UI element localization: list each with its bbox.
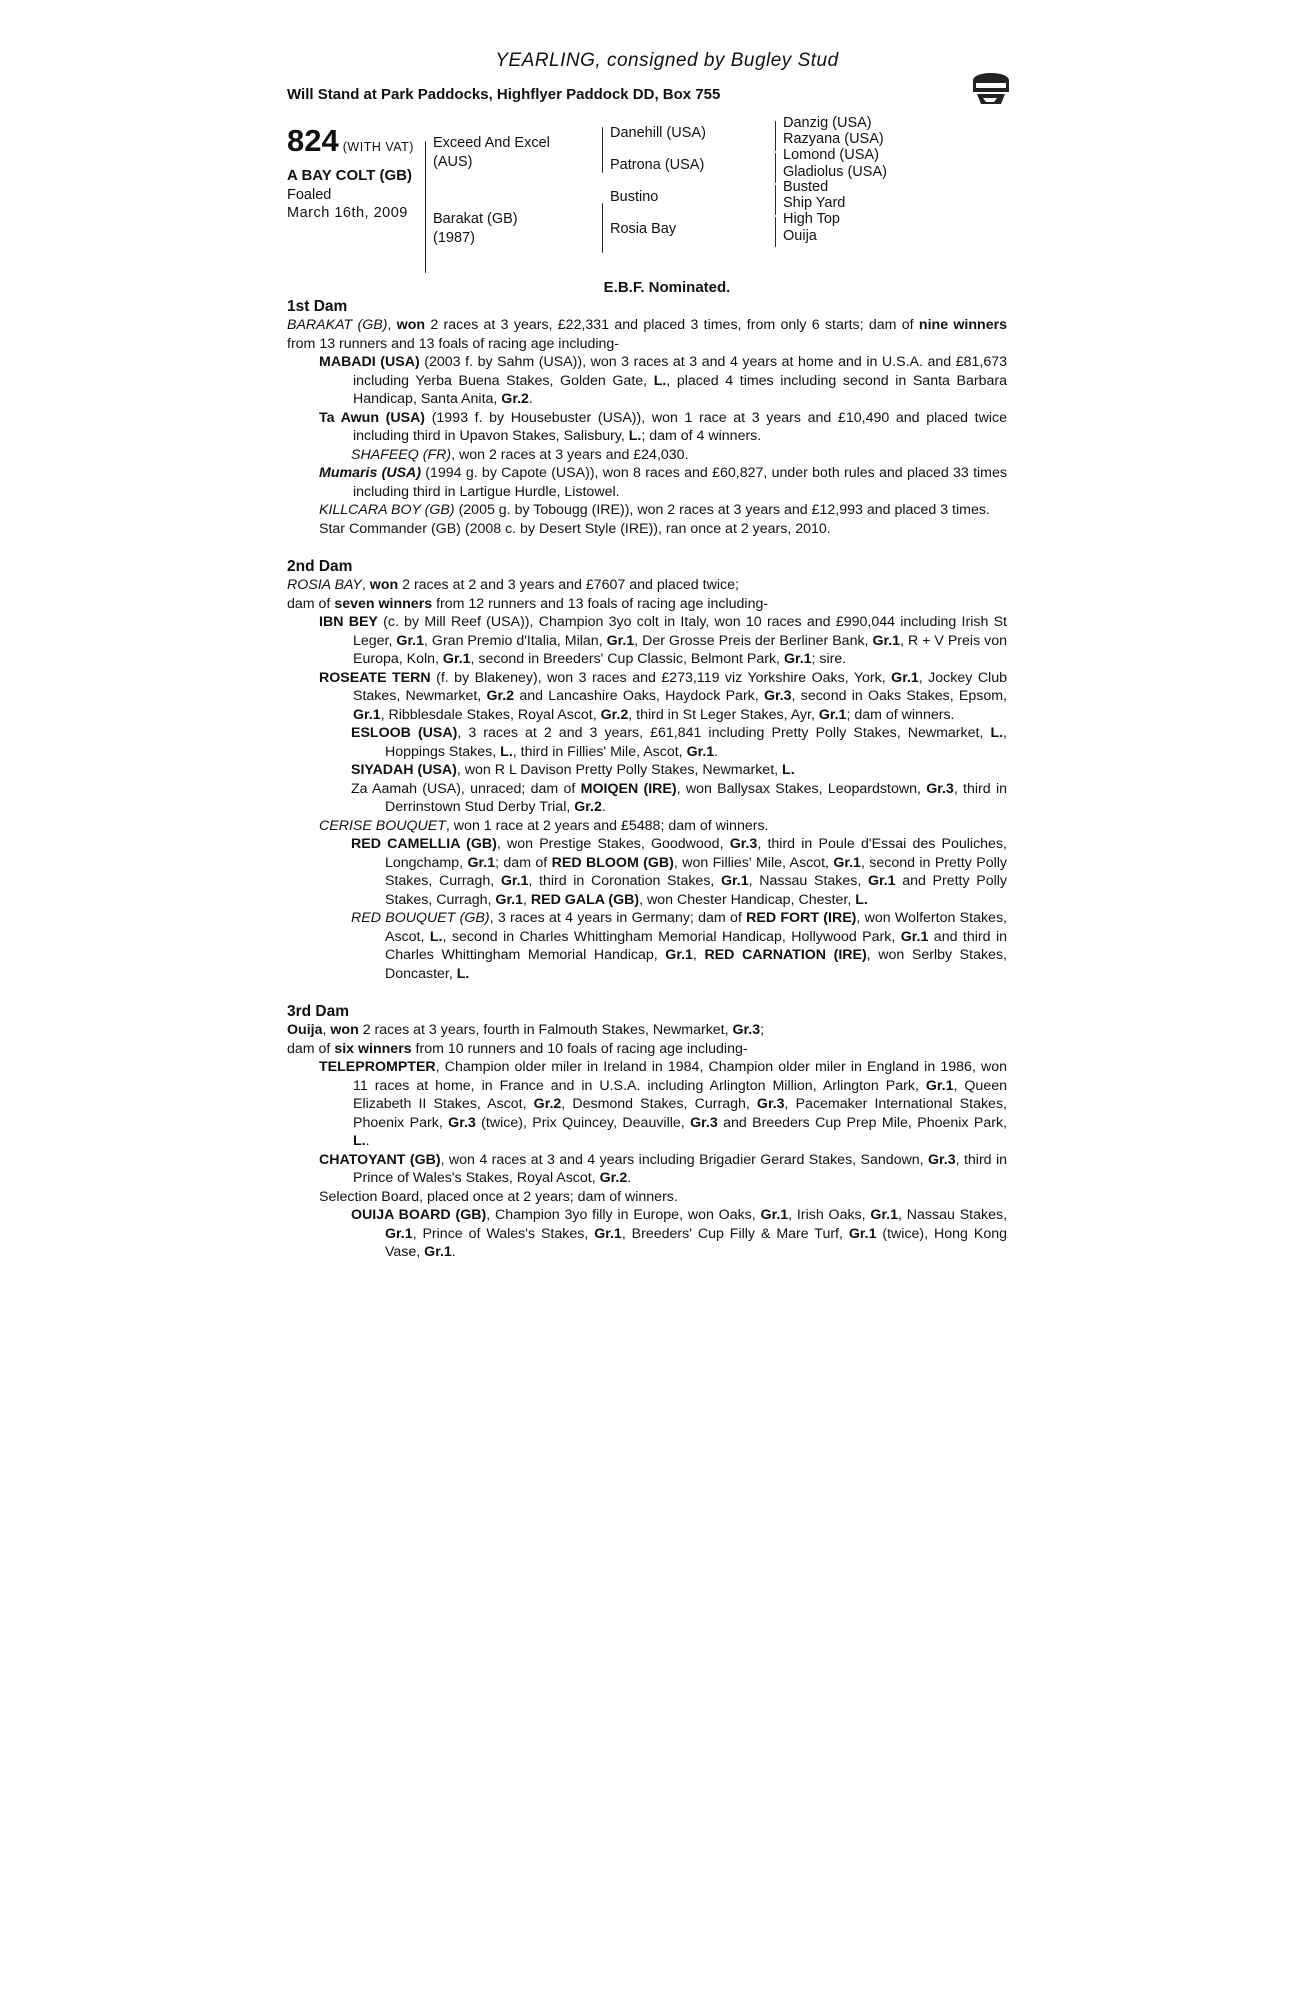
lot-number: 824 bbox=[287, 123, 339, 158]
produce-entry: ROSEATE TERN (f. by Blakeney), won 3 races and £273,119 viz Yorkshire Oaks, York, Gr.1, Jockey Club Stakes, Newmarket, Gr.2 and Lancashire Oaks, Haydock Park, Gr.3, second in Oaks Stakes, Epsom, Gr.1, Ribblesdale Stakes, Royal Ascot, Gr.2, third in St Leger Stakes, Ayr, Gr.1; dam of winners. bbox=[319, 669, 1007, 723]
ebf-nominated: E.B.F. Nominated. bbox=[603, 279, 731, 296]
pedigree-table bbox=[287, 115, 1007, 281]
vat-note: (WITH VAT) bbox=[342, 140, 414, 154]
third-dam-heading: 3rd Dam bbox=[287, 1003, 350, 1020]
produce-entry: Mumaris (USA) (1994 g. by Capote (USA)), won 8 races and £60,827, under both rules and placed 33 times including third in Lartigue Hurdle, Listowel. bbox=[319, 465, 1007, 500]
sire-name: Exceed And Excel bbox=[433, 135, 550, 151]
produce-entry: ESLOOB (USA), 3 races at 2 and 3 years, £61,841 including Pretty Polly Stakes, Newmarket, L., Hoppings Stakes, L., third in Fillies' Mile, Ascot, Gr.1. bbox=[351, 725, 1007, 760]
second-dam-summary: ROSIA BAY, won 2 races at 2 and 3 years and £7607 and placed twice; bbox=[287, 577, 739, 593]
produce-entry: Za Aamah (USA), unraced; dam of MOIQEN (IRE), won Ballysax Stakes, Leopardstown, Gr.3, third in Derrinstown Stud Derby Trial, Gr.2. bbox=[351, 780, 1007, 815]
ggp-2: Razyana (USA) bbox=[783, 131, 884, 147]
third-dam-winners: dam of six winners from 10 runners and 10 foals of racing age including- bbox=[287, 1040, 748, 1057]
produce-entry: RED CAMELLIA (GB), won Prestige Stakes, Goodwood, Gr.3, third in Poule d'Essai des Pouliches, Longchamp, Gr.1; dam of RED BLOOM (GB), won Fillies' Mile, Ascot, Gr.1, second in Pretty Polly Stakes, Curragh, Gr.1, third in Coronation Stakes, Gr.1, Nassau Stakes, Gr.1 and Pretty Polly Stakes, Curragh, Gr.1, RED GALA (GB), won Chester Handicap, Chester, L. bbox=[351, 836, 1008, 908]
gp-brace-1 bbox=[775, 121, 776, 151]
third-dam-summary: Ouija, won 2 races at 3 years, fourth in Falmouth Stakes, Newmarket, Gr.3; bbox=[287, 1022, 765, 1038]
produce-entry: RED BOUQUET (GB), 3 races at 4 years in Germany; dam of RED FORT (IRE), won Wolferton Stakes, Ascot, L., second in Charles Whittingham Memorial Handicap, Hollywood Park, Gr.1 and third in Charles Whittingham Memorial Handicap, Gr.1, RED CARNATION (IRE), won Serlby Stakes, Doncaster, L. bbox=[351, 910, 1008, 982]
produce-entry: OUIJA BOARD (GB), Champion 3yo filly in Europe, won Oaks, Gr.1, Irish Oaks, Gr.1, Nassau Stakes, Gr.1, Prince of Wales's Stakes, Gr.1, Breeders' Cup Filly & Mare Turf, Gr.1 (twice), Hong Kong Vase, Gr.1. bbox=[351, 1207, 1008, 1260]
lot-name: A BAY COLT (GB) bbox=[287, 167, 413, 184]
produce-entry: CERISE BOUQUET, won 1 race at 2 years and £5488; dam of winners. bbox=[319, 817, 769, 834]
produce-entry: Star Commander (GB) (2008 c. by Desert Style (IRE)), ran once at 2 years, 2010. bbox=[319, 520, 831, 537]
first-dam-summary: BARAKAT (GB), won 2 races at 3 years, £22,331 and placed 3 times, from only 6 starts; dam of nine winners from 13 runners and 13 foals of racing age including- bbox=[287, 317, 1007, 352]
dam-name: Barakat (GB) bbox=[433, 211, 518, 227]
consignor-line: YEARLING, consigned by Bugley Stud bbox=[495, 50, 839, 71]
ggp-8: Ouija bbox=[783, 228, 817, 244]
gp-brace-2 bbox=[775, 153, 776, 183]
produce-entry: TELEPROMPTER, Champion older miler in Ireland in 1984, Champion older miler in England in 1986, won 11 races at home, in France and in U.S.A. including Arlington Million, Arlington Park, Gr.1, Queen Elizabeth II Stakes, Ascot, Gr.2, Desmond Stakes, Curragh, Gr.3, Pacemaker International Stakes, Phoenix Park, Gr.3 (twice), Prix Quincey, Deauville, Gr.3 and Breeders Cup Prep Mile, Phoenix Park, L.. bbox=[319, 1059, 1007, 1149]
sire-sire: Danehill (USA) bbox=[610, 125, 706, 141]
sire-country: (AUS) bbox=[433, 154, 473, 170]
produce-entry: SIYADAH (USA), won R L Davison Pretty Polly Stakes, Newmarket, L. bbox=[351, 762, 795, 778]
first-dam-heading: 1st Dam bbox=[287, 298, 348, 315]
ggp-1: Danzig (USA) bbox=[783, 115, 872, 131]
ggp-6: Ship Yard bbox=[783, 195, 846, 211]
gp-brace-4 bbox=[775, 217, 776, 247]
lot-heading bbox=[287, 123, 414, 159]
catalogue-page bbox=[287, 50, 1007, 1262]
second-dam-winners: dam of seven winners from 12 runners and 13 foals of racing age including- bbox=[287, 595, 769, 612]
ggp-5: Busted bbox=[783, 179, 829, 195]
produce-entry: IBN BEY (c. by Mill Reef (USA)), Champion 3yo colt in Italy, won 10 races and £990,044 including Irish St Leger, Gr.1, Gran Premio d'Italia, Milan, Gr.1, Der Grosse Preis der Berliner Bank, Gr.1, R + V Preis von Europa, Koln, Gr.1, second in Breeders' Cup Classic, Belmont Park, Gr.1; sire. bbox=[319, 614, 1007, 667]
second-dam-heading: 2nd Dam bbox=[287, 558, 353, 575]
sire-dam: Patrona (USA) bbox=[610, 157, 705, 173]
gp-brace-3 bbox=[775, 185, 776, 215]
ggp-7: High Top bbox=[783, 211, 840, 227]
produce-entry: Ta Awun (USA) (1993 f. by Housebuster (USA)), won 1 race at 3 years and £10,490 and placed twice including third in Upavon Stakes, Salisbury, L.; dam of 4 winners. bbox=[319, 409, 1008, 444]
dam-year: (1987) bbox=[433, 230, 475, 246]
ggp-3: Lomond (USA) bbox=[783, 147, 879, 163]
pedigree-brace bbox=[425, 141, 426, 273]
dam-brace bbox=[602, 203, 603, 253]
produce-entry: KILLCARA BOY (GB) (2005 g. by Tobougg (IRE)), won 2 races at 3 years and £12,993 and placed 3 times. bbox=[319, 502, 990, 518]
sire-brace bbox=[602, 127, 603, 173]
dam-dam: Rosia Bay bbox=[610, 221, 677, 237]
stud-logo-icon bbox=[967, 68, 1015, 108]
dam-sire: Bustino bbox=[610, 189, 659, 205]
foaled-label: Foaled bbox=[287, 187, 332, 203]
ggp-4: Gladiolus (USA) bbox=[783, 164, 887, 180]
produce-entry: CHATOYANT (GB), won 4 races at 3 and 4 years including Brigadier Gerard Stakes, Sandown, Gr.3, third in Prince of Wales's Stakes, Royal Ascot, Gr.2. bbox=[319, 1151, 1007, 1186]
produce-entry: SHAFEEQ (FR), won 2 races at 3 years and £24,030. bbox=[351, 446, 689, 463]
foaled-date: March 16th, 2009 bbox=[287, 205, 408, 221]
stand-location: Will Stand at Park Paddocks, Highflyer Paddock DD, Box 755 bbox=[287, 86, 721, 103]
produce-entry: Selection Board, placed once at 2 years; dam of winners. bbox=[319, 1188, 678, 1205]
produce-entry: MABADI (USA) (2003 f. by Sahm (USA)), won 3 races at 3 and 4 years at home and in U.S.A. and £81,673 including Yerba Buena Stakes, Golden Gate, L., placed 4 times including second in Santa Barbara Handicap, Santa Anita, Gr.2. bbox=[319, 354, 1007, 407]
